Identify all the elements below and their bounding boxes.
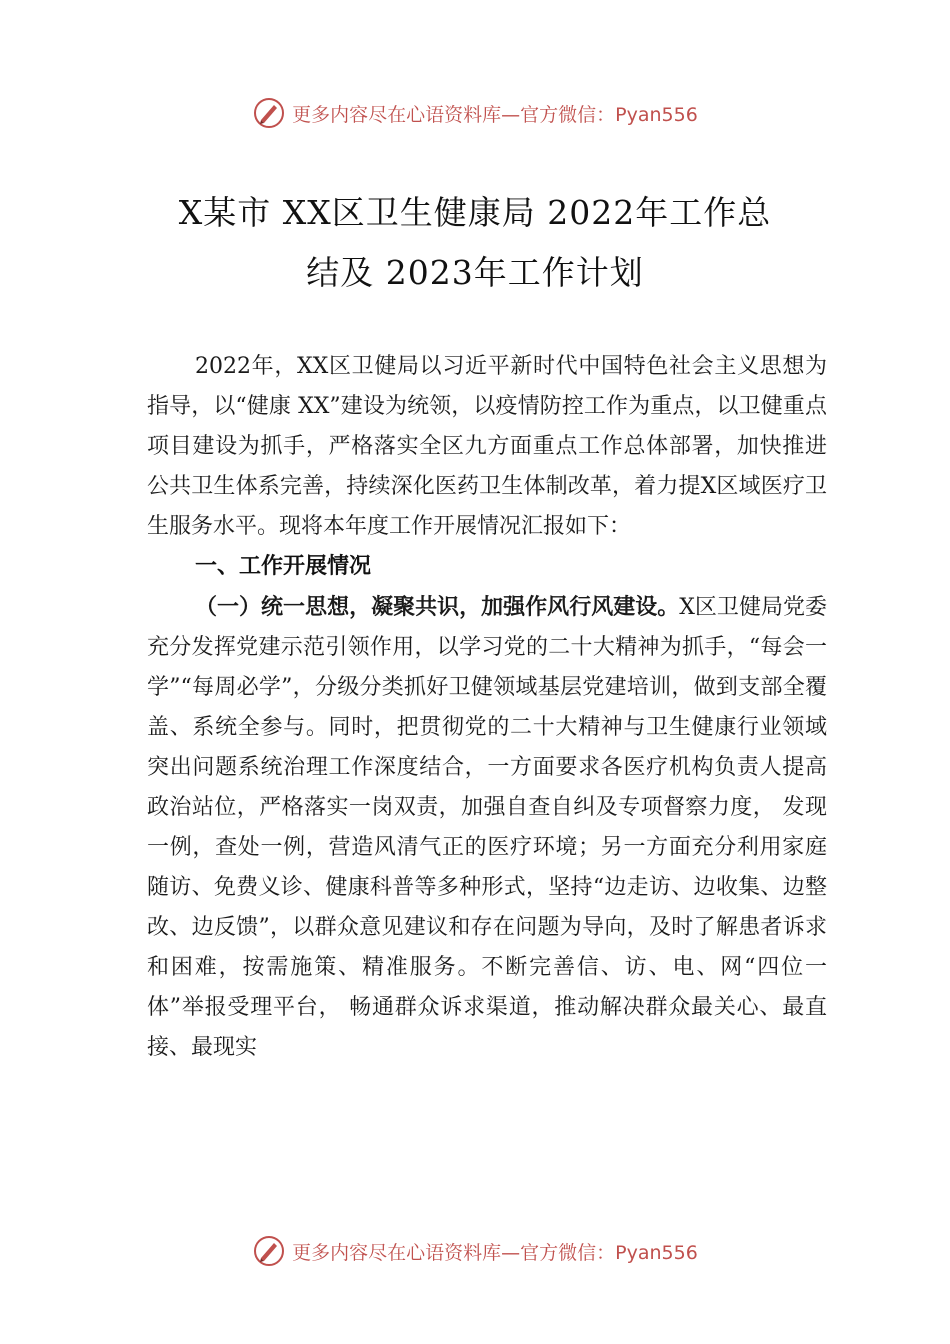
watermark-text: 更多内容尽在心语资料库—官方微信：Pyan556 <box>292 103 698 126</box>
subsection-paragraph <box>147 587 827 1068</box>
intro-paragraph: 2022年，XX区卫健局以习近平新时代中国特色社会主义思想为指导，以“健康 XX”建设为统领，以疫情防控工作为重点，以卫健重点项目建设为抓手，严格落实全区九方面重点工作总体部署，加快推进公共卫生体系完善，持续深化医药卫生体制改革，着力提X区域医疗卫生服务水平。现将本年度工作开展情况汇报如下： <box>147 354 827 539</box>
document-title-line2: 结及 2023年工作计划 <box>306 253 644 292</box>
subsection-body: X区卫健局党委充分发挥党建示范引领作用，以学习党的二十大精神为抓手，“每会一学”“每周必学”，分级分类抓好卫健领域基层党建培训，做到支部全覆盖、系统全参与。同时，把贯彻党的二十大精神与卫生健康行业领域突出问题系统治理工作深度结合，一方面要求各医疗机构负责人提高政治站位，严格落实一岗双责，加强自查自纠及专项督察力度， 发现一例，查处一例，营造风清气正的医疗环境；另一方面充分利用家庭随访、免费义诊、健康科普等多种形式，坚持“边走访、边收集、边整改、边反馈”，以群众意见建议和存在问题为导向，及时了解患者诉求和困难，按需施策、精准服务。不断完善信、访、电、网“四位一体”举报受理平台， 畅通群众诉求渠道，推动解决群众最关心、最直接、最现实 <box>147 595 827 1060</box>
watermark-header <box>0 93 950 133</box>
watermark-footer <box>0 1231 950 1271</box>
document-body <box>147 347 827 1068</box>
subsection-heading: （一）统一思想，凝聚共识，加强作风行风建设。 <box>195 594 680 620</box>
pen-logo-icon <box>252 96 286 130</box>
watermark-text: 更多内容尽在心语资料库—官方微信：Pyan556 <box>292 1241 698 1264</box>
document-title-line1: X某市 XX区卫生健康局 2022年工作总 <box>178 193 772 232</box>
section-heading: 一、工作开展情况 <box>195 554 372 579</box>
pen-logo-icon <box>252 1234 286 1268</box>
